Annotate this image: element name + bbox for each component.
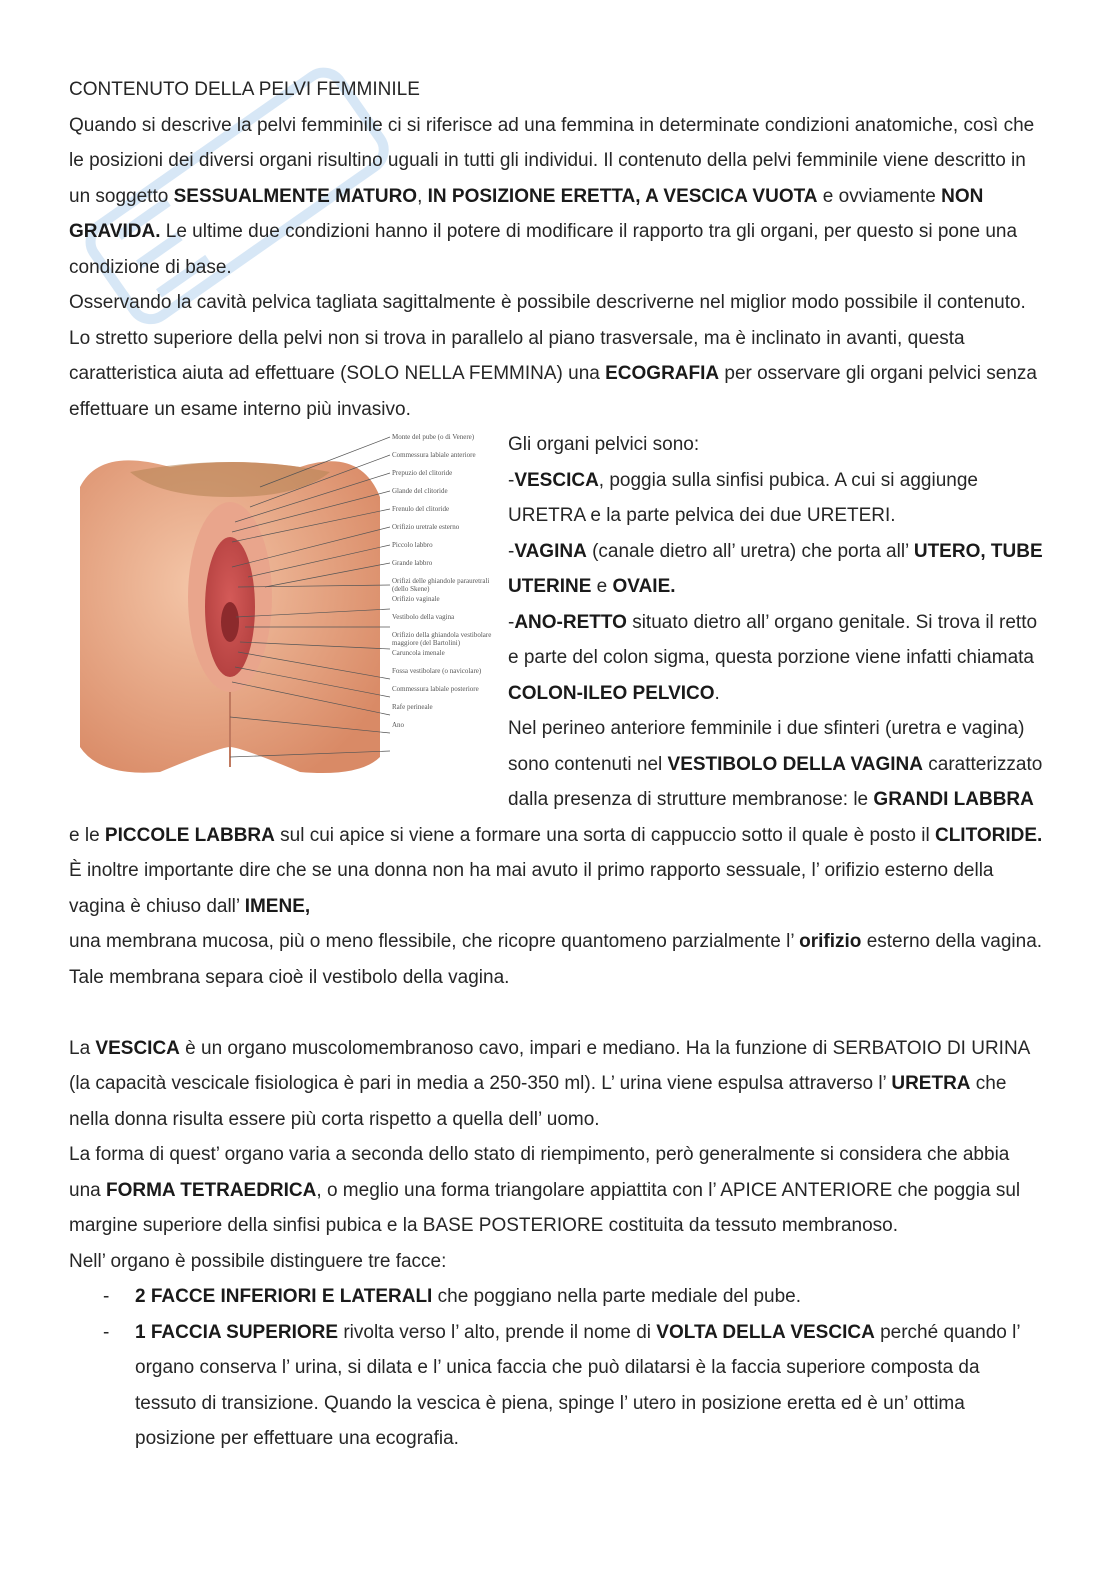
text-run: Gli organi pelvici sono:	[508, 434, 700, 455]
text-run: Quando si descrive la pelvi femminile ci si riferisce ad una femmina in determinate condizioni anatomiche, così che le posizioni dei diversi organi risultino uguali in tutti gli individui. Il contenuto della pelvi femminile viene descritto in un soggetto	[69, 114, 1035, 207]
figure-label: Frenulo del clitoride	[392, 505, 450, 513]
text-run: , poggia sulla sinfisi pubica. A cui si aggiunge URETRA e la parte pelvica dei due URETERI.	[508, 469, 978, 526]
bold-text: orifizio	[799, 931, 862, 952]
bold-text: CLITORIDE.	[934, 824, 1043, 846]
text-run: , o meglio una forma triangolare appiattita con l’ APICE ANTERIORE che poggia sul margine superiore della sinfisi pubica e la BASE POSTERIORE costituita da tessuto membranoso.	[69, 1179, 1021, 1236]
bold-text: FORMA TETRAEDRICA	[105, 1179, 317, 1201]
figure-label: Orifizio vaginale	[392, 595, 440, 603]
bold-text: UTERO, TUBE UTERINE	[508, 540, 1043, 597]
text-run: Osservando la cavità pelvica tagliata sagittalmente è possibile descriverne nel miglior modo possibile il contenuto. Lo stretto superiore della pelvi non si trova in parallelo al piano trasversale, ma è inclinato in avanti, questa caratteristica aiuta ad effettuare (SOLO NELLA FEMMINA) una	[69, 292, 1026, 384]
text-run: una membrana mucosa, più o meno flessibile, che ricopre quantomeno parzialmente l’	[69, 931, 800, 952]
text-run: Nel perineo anteriore femminile i due sfinteri (uretra e vagina) sono contenuti nel	[508, 718, 1025, 775]
intro-section	[69, 108, 1044, 428]
document-page	[69, 72, 1044, 1457]
bladder-section	[69, 1031, 1044, 1280]
paragraph	[69, 285, 1044, 427]
text-run: -	[508, 540, 515, 562]
list-item	[135, 1315, 1044, 1457]
bold-text: NON GRAVIDA.	[69, 185, 984, 242]
bold-text: COLON-ILEO PELVICO	[508, 682, 715, 704]
bold-text: 1 FACCIA SUPERIORE	[135, 1321, 339, 1343]
paragraph	[69, 108, 1044, 286]
text-run: -	[508, 469, 515, 491]
figure-label: Vestibolo della vagina	[392, 613, 455, 621]
bold-text: VESCICA	[95, 1037, 180, 1059]
figure-label: Ano	[392, 721, 405, 729]
bold-text: VAGINA	[514, 540, 587, 562]
bold-text: IMENE,	[244, 895, 311, 917]
bold-text: ECOGRAFIA	[605, 363, 720, 384]
text-run: ,	[417, 185, 428, 207]
text-run: e	[591, 576, 613, 597]
text-run: che nella donna risulta essere più corta rispetto a quella dell’ uomo.	[69, 1073, 1007, 1130]
figure-label: Orifizi delle ghiandole parauretrali (dello Skene)	[392, 577, 490, 593]
bold-text: VESTIBOLO DELLA VAGINA	[667, 753, 923, 775]
text-run: è un organo muscolomembranoso cavo, impari e mediano. Ha la funzione di SERBATOIO DI URINA (la capacità vescicale fisiologica è pari in media a 250-350 ml). L’ urina viene espulsa attraverso l’	[69, 1037, 1030, 1094]
bold-text: URETRA	[891, 1073, 971, 1094]
text-run: e le	[69, 824, 105, 846]
figure-label: Glande del clitoride	[392, 487, 448, 495]
paragraph	[69, 924, 1044, 995]
text-run: perché quando l’ organo conserva l’ urina, si dilata e l’ unica faccia che può dilatarsi è la faccia superiore composta da tessuto di transizione. Quando la vescica è piena, spinge l’ utero in posizione eretta ed è un’ ottima posizione per effettuare una ecografia.	[135, 1321, 1020, 1449]
text-run: Le ultime due condizioni hanno il potere di modificare il rapporto tra gli organi, per questo si pone una condizione di base.	[69, 221, 1018, 278]
figure-label: Caruncola imenale	[392, 649, 445, 657]
figure-label: Rafe perineale	[392, 703, 433, 711]
text-run: per osservare gli organi pelvici senza effettuare un esame interno più invasivo.	[69, 363, 1038, 420]
text-run: (canale dietro all’ uretra) che porta all’	[586, 540, 914, 562]
figure-label: Piccolo labbro	[392, 541, 433, 549]
figure-label: Orifizio della ghiandola vestibolare maggiore (del Bartolini)	[392, 631, 492, 647]
figure-label: Commessura labiale anteriore	[392, 451, 476, 459]
bold-text: SESSUALMENTE MATURO	[173, 185, 418, 207]
bold-text: PICCOLE LABBRA	[104, 824, 275, 846]
paragraph	[69, 1244, 1044, 1280]
figure-label: Grande labbro	[392, 559, 433, 567]
bold-text: 2 FACCE INFERIORI E LATERALI	[135, 1286, 433, 1307]
text-run: rivolta verso l’ alto, prende il nome di	[338, 1321, 657, 1343]
figure-label: Monte del pube (o di Venere)	[392, 433, 475, 441]
text-run: La forma di quest’ organo varia a seconda dello stato di riempimento, però generalmente si considera che abbia una	[69, 1144, 1010, 1201]
bladder-faces-list	[69, 1279, 1044, 1457]
figure-label: Fossa vestibolare (o navicolare)	[392, 667, 482, 675]
figure-labels	[392, 433, 504, 739]
text-run: caratterizzato dalla presenza di strutture membranose: le	[508, 753, 1043, 810]
bold-text: GRANDI LABBRA	[873, 789, 1034, 810]
text-run: sul cui apice si viene a formare una sorta di cappuccio sotto il quale è posto il	[274, 824, 935, 846]
text-run: Nell’ organo è possibile distinguere tre facce:	[69, 1250, 447, 1272]
text-run: La	[69, 1037, 96, 1059]
text-run: che poggiano nella parte mediale del pube.	[432, 1286, 802, 1307]
bold-text: ANO-RETTO	[514, 611, 627, 633]
text-run: .	[714, 682, 720, 704]
anatomy-figure	[60, 427, 500, 815]
paragraph	[69, 1137, 1044, 1244]
text-run: È inoltre importante dire che se una donna non ha mai avuto il primo rapporto sessuale, l’ orifizio esterno della vagina è chiuso dall’	[69, 860, 994, 917]
document-title: CONTENUTO DELLA PELVI FEMMINILE	[69, 79, 420, 100]
bold-text: VOLTA DELLA VESCICA	[656, 1321, 875, 1343]
text-run: esterno della vagina. Tale membrana separa cioè il vestibolo della vagina.	[69, 931, 1043, 988]
figure-label: Orifizio uretrale esterno	[392, 523, 460, 531]
list-item	[135, 1279, 1044, 1315]
bold-text: IN POSIZIONE ERETTA, A VESCICA VUOTA	[427, 185, 818, 207]
figure-label: Prepuzio del clitoride	[392, 469, 453, 477]
text-run: -	[508, 611, 515, 633]
figure-label: Commessura labiale posteriore	[392, 685, 479, 693]
text-run: situato dietro all’ organo genitale. Si trova il retto e parte del colon sigma, questa porzione viene infatti chiamata	[508, 611, 1038, 668]
bold-text: VESCICA	[514, 469, 599, 491]
bold-text: OVAIE.	[612, 576, 676, 597]
text-run: e ovviamente	[817, 185, 942, 207]
paragraph	[69, 1031, 1044, 1138]
